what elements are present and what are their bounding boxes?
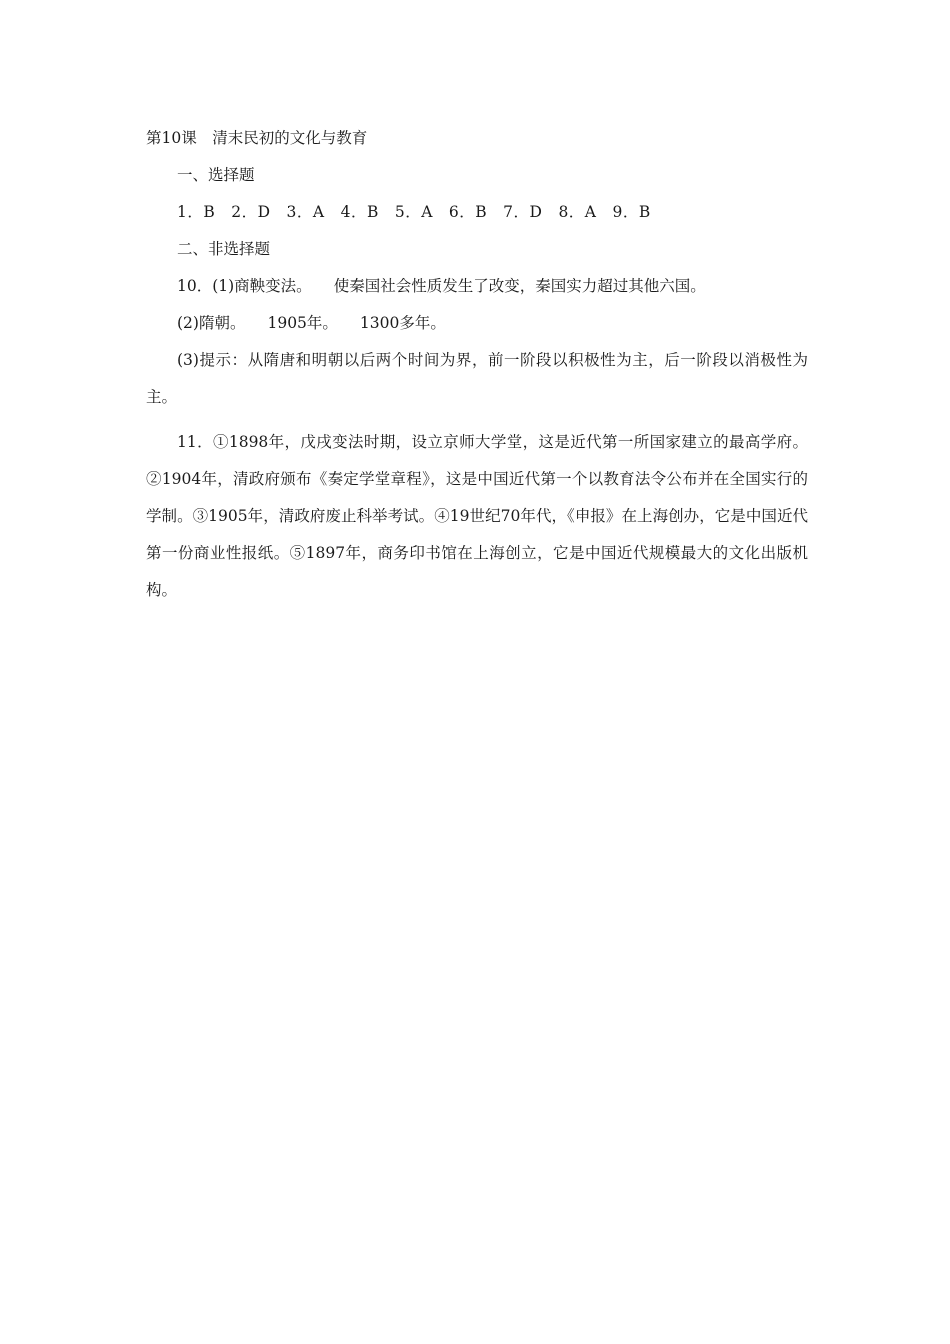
q10-part3: (3)提示：从隋唐和明朝以后两个时间为界，前一阶段以积极性为主，后一阶段以消极性为主。 [146,351,808,406]
q10-part2-a: 1905年。 [267,314,338,332]
q10-part2 [146,309,808,338]
section-heading-nonchoice: 二、非选择题 [177,240,271,258]
q10-part2-label: (2)隋朝。 [177,314,246,332]
answer-document [146,124,808,617]
q10-part1-text: 使秦国社会性质发生了改变，秦国实力超过其他六国。 [333,277,706,295]
lesson-title: 第10课 清末民初的文化与教育 [146,129,368,147]
choice-answers: 1．B 2．D 3．A 4．B 5．A 6．B 7．D 8．A 9．B [177,203,651,221]
q11-answer: 11．①1898年，戊戌变法时期，设立京师大学堂，这是近代第一所国家建立的最高学府。②1904年，清政府颁布《奏定学堂章程》，这是中国近代第一个以教育法令公布并在全国实行的学制。③1905年，清政府废止科举考试。④19世纪70年代，《申报》在上海创办，它是中国近代第一份商业性报纸。⑤1897年，商务印书馆在上海创立，它是中国近代规模最大的文化出版机构。 [146,433,808,599]
section-heading-choice: 一、选择题 [177,166,255,184]
q10-part2-b: 1300多年。 [359,314,446,332]
q10-part1 [146,272,808,301]
q10-part1-label: 10．(1)商鞅变法。 [177,277,312,295]
